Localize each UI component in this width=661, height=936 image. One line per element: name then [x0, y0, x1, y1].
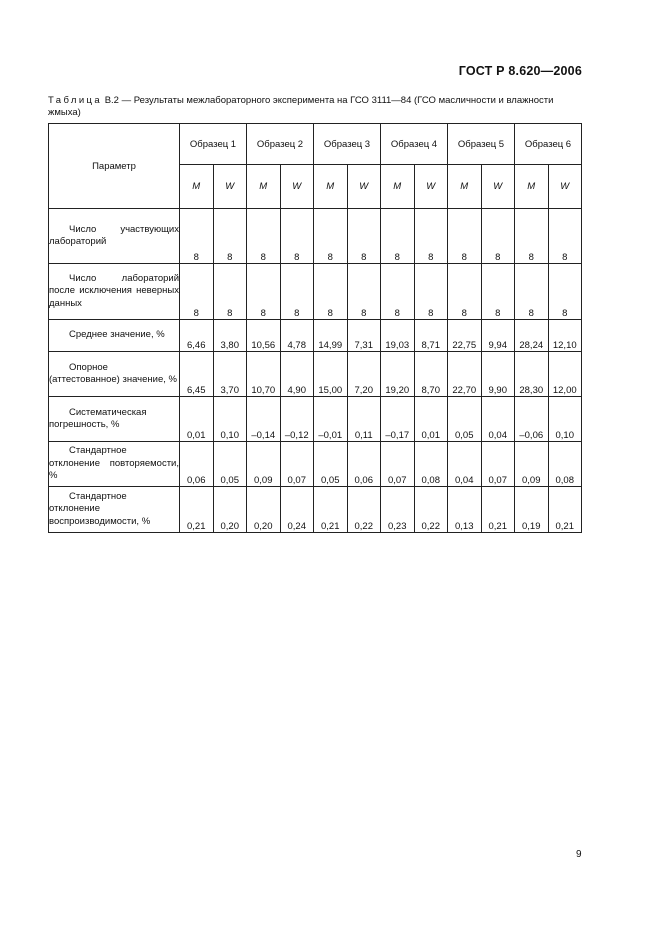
row-parameter-label [49, 320, 180, 352]
table-row [49, 487, 582, 533]
table-cell: 8,70 [414, 352, 448, 397]
table-cell: 0,19 [515, 487, 549, 533]
param-column-header: Параметр [49, 124, 180, 209]
row-parameter-label [49, 209, 180, 264]
sample-5-header: Образец 5 [448, 124, 515, 165]
table-cell: 0,20 [213, 487, 247, 533]
table-cell: 8 [448, 264, 482, 320]
row-parameter-text: Стандартное отклонение воспроизводимости, % [49, 490, 151, 527]
table-row [49, 397, 582, 442]
table-cell: 9,94 [481, 320, 515, 352]
row-parameter-text: Среднее значение, % [69, 329, 165, 341]
table-cell: 10,70 [247, 352, 281, 397]
table-cell: 8 [347, 264, 381, 320]
table-cell: 0,08 [548, 442, 582, 487]
table-cell: –0,12 [280, 397, 314, 442]
table-cell: 0,21 [548, 487, 582, 533]
table-cell: 0,05 [213, 442, 247, 487]
table-cell: 8 [515, 209, 549, 264]
table-cell: 8 [347, 209, 381, 264]
table-header-row [49, 124, 582, 165]
table-cell: 0,21 [314, 487, 348, 533]
table-row [49, 320, 582, 352]
table-cell: 8 [515, 264, 549, 320]
table-cell: 8 [548, 209, 582, 264]
table-cell: 8 [314, 264, 348, 320]
table-cell: 0,01 [180, 397, 214, 442]
sample-4-header: Образец 4 [381, 124, 448, 165]
sub-header-w: W [280, 165, 314, 209]
table-cell: 0,07 [481, 442, 515, 487]
results-table [48, 123, 582, 533]
table-cell: 12,00 [548, 352, 582, 397]
table-caption-label: Таблица [48, 95, 103, 106]
table-cell: 0,05 [448, 397, 482, 442]
table-cell: 10,56 [247, 320, 281, 352]
row-parameter-label [49, 487, 180, 533]
sub-header-m: M [381, 165, 415, 209]
table-cell: 0,22 [414, 487, 448, 533]
table-cell: 8 [414, 264, 448, 320]
table-cell: 0,22 [347, 487, 381, 533]
table-cell: 0,07 [381, 442, 415, 487]
table-cell: 0,07 [280, 442, 314, 487]
table-cell: 6,46 [180, 320, 214, 352]
row-parameter-label [49, 397, 180, 442]
table-cell: 3,80 [213, 320, 247, 352]
table-cell: 0,05 [314, 442, 348, 487]
table-cell: 28,30 [515, 352, 549, 397]
table-cell: 0,10 [548, 397, 582, 442]
table-cell: 8 [280, 209, 314, 264]
table-caption [48, 95, 586, 119]
table-cell: 0,23 [381, 487, 415, 533]
table-row [49, 209, 582, 264]
table-body [49, 209, 582, 533]
table-cell: 4,90 [280, 352, 314, 397]
table-cell: 8 [247, 264, 281, 320]
table-cell: 4,78 [280, 320, 314, 352]
table-cell: 8 [180, 264, 214, 320]
table-cell: 7,20 [347, 352, 381, 397]
standard-designation: ГОСТ Р 8.620—2006 [458, 64, 582, 78]
sub-header-w: W [548, 165, 582, 209]
sample-6-header: Образец 6 [515, 124, 582, 165]
row-parameter-text: Число лабораторий после исключения неверных данных [49, 272, 179, 309]
table-cell: 0,13 [448, 487, 482, 533]
table-cell: 0,04 [448, 442, 482, 487]
sub-header-m: M [314, 165, 348, 209]
table-cell: 8 [381, 209, 415, 264]
table-cell: 14,99 [314, 320, 348, 352]
sub-header-m: M [515, 165, 549, 209]
table-cell: 8 [481, 264, 515, 320]
sub-header-w: W [481, 165, 515, 209]
sub-header-w: W [347, 165, 381, 209]
row-parameter-label [49, 352, 180, 397]
table-cell: –0,14 [247, 397, 281, 442]
table-cell: –0,01 [314, 397, 348, 442]
table-cell: 0,08 [414, 442, 448, 487]
table-cell: 0,01 [414, 397, 448, 442]
row-parameter-label [49, 442, 180, 487]
table-cell: 8 [180, 209, 214, 264]
page-number: 9 [576, 849, 582, 860]
row-parameter-text: Опорное (аттестованное) значение, % [49, 361, 177, 385]
table-cell: 8 [448, 209, 482, 264]
table-cell: 15,00 [314, 352, 348, 397]
table-cell: 8 [280, 264, 314, 320]
table-cell: –0,06 [515, 397, 549, 442]
table-cell: 0,24 [280, 487, 314, 533]
table-cell: 8 [548, 264, 582, 320]
table-cell: 0,06 [180, 442, 214, 487]
table-cell: 8 [481, 209, 515, 264]
table-cell: 6,45 [180, 352, 214, 397]
table-cell: 7,31 [347, 320, 381, 352]
table-row [49, 442, 582, 487]
sample-2-header: Образец 2 [247, 124, 314, 165]
table-cell: 8 [213, 264, 247, 320]
table-cell: 22,70 [448, 352, 482, 397]
table-cell: 12,10 [548, 320, 582, 352]
table-cell: 0,06 [347, 442, 381, 487]
sub-header-w: W [414, 165, 448, 209]
table-cell: 0,10 [213, 397, 247, 442]
table-cell: 8,71 [414, 320, 448, 352]
row-parameter-label [49, 264, 180, 320]
table-cell: 0,04 [481, 397, 515, 442]
table-cell: 8 [213, 209, 247, 264]
table-cell: 3,70 [213, 352, 247, 397]
table-row [49, 264, 582, 320]
row-parameter-text: Систематическая погрешность, % [49, 406, 147, 430]
table-caption-text: В.2 — Результаты межлабораторного эксперимента на ГСО 3111—84 (ГСО масличности и влажности жмыха) [48, 95, 554, 118]
table-row [49, 352, 582, 397]
table-cell: 0,11 [347, 397, 381, 442]
table-cell: 19,03 [381, 320, 415, 352]
table-cell: 0,20 [247, 487, 281, 533]
row-parameter-text: Число участвующих лабораторий [49, 223, 179, 247]
sample-3-header: Образец 3 [314, 124, 381, 165]
table-cell: 9,90 [481, 352, 515, 397]
table-cell: 0,21 [180, 487, 214, 533]
sample-1-header: Образец 1 [180, 124, 247, 165]
table-cell: 8 [247, 209, 281, 264]
sub-header-w: W [213, 165, 247, 209]
table-cell: –0,17 [381, 397, 415, 442]
table-cell: 8 [414, 209, 448, 264]
sub-header-m: M [180, 165, 214, 209]
table-cell: 0,21 [481, 487, 515, 533]
table-cell: 22,75 [448, 320, 482, 352]
table-cell: 8 [381, 264, 415, 320]
sub-header-m: M [448, 165, 482, 209]
sub-header-m: M [247, 165, 281, 209]
table-cell: 8 [314, 209, 348, 264]
table-cell: 0,09 [515, 442, 549, 487]
table-cell: 0,09 [247, 442, 281, 487]
table-cell: 19,20 [381, 352, 415, 397]
row-parameter-text: Стандартное отклонение повторяемости, % [49, 445, 179, 482]
table-cell: 28,24 [515, 320, 549, 352]
